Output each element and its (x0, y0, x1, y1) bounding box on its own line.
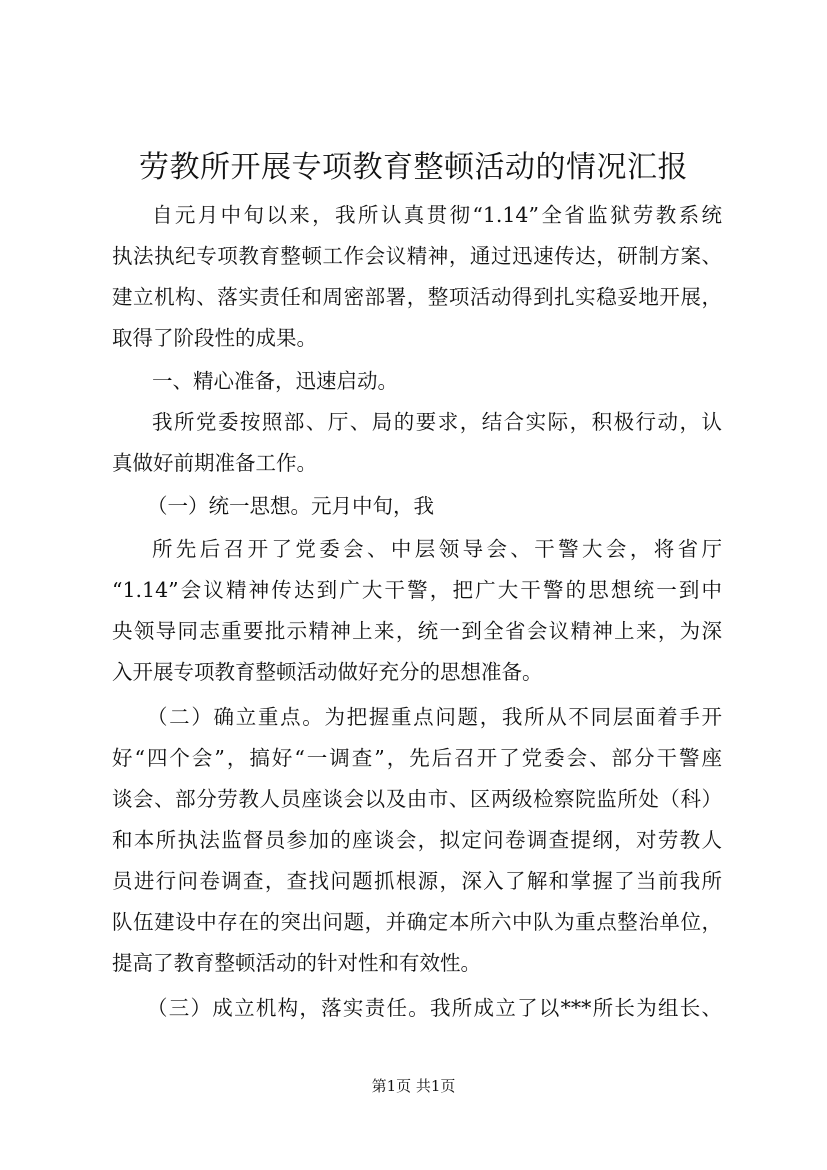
section-heading: 一、精心准备，迅速启动。 (152, 369, 398, 393)
body-line: 建立机构、落实责任和周密部署，整项活动得到扎实稳妥地开展， (112, 285, 722, 309)
body-line: （三）成立机构，落实责任。我所成立了以***所长为组长、 (147, 996, 722, 1020)
body-line: 队伍建设中存在的突出问题，并确定本所六中队为重点整治单位， (112, 910, 722, 934)
body-line: 取得了阶段性的成果。 (112, 326, 317, 350)
page-footer: 第1页 共1页 (371, 1077, 456, 1095)
body-line: 央领导同志重要批示精神上来，统一到全省会议精神上来，为深 (112, 619, 722, 643)
body-line: 执法执纪专项教育整顿工作会议精神，通过迅速传达，研制方案、 (112, 244, 722, 268)
subsection-heading: （一）统一思想。元月中旬，我 (147, 494, 434, 518)
body-line: （二）确立重点。为把握重点问题，我所从不同层面着手开 (147, 705, 722, 729)
body-line: 和本所执法监督员参加的座谈会，拟定问卷调查提纲，对劳教人 (112, 828, 722, 852)
body-line: 员进行问卷调查，查找问题抓根源，深入了解和掌握了当前我所 (112, 869, 722, 893)
body-line: 我所党委按照部、厅、局的要求，结合实际，积极行动，认 (152, 410, 722, 434)
body-line: 入开展专项教育整顿活动做好充分的思想准备。 (112, 660, 543, 684)
body-line: 自元月中旬以来，我所认真贯彻“1.14”全省监狱劳教系统 (152, 203, 722, 227)
body-line: 谈会、部分劳教人员座谈会以及由市、区两级检察院监所处（科） (112, 787, 722, 811)
body-line: 所先后召开了党委会、中层领导会、干警大会，将省厅 (152, 537, 722, 561)
document-title: 劳教所开展专项教育整顿活动的情况汇报 (139, 150, 688, 185)
body-line: 好“四个会”，搞好“一调查”，先后召开了党委会、部分干警座 (112, 746, 722, 770)
body-line: “1.14”会议精神传达到广大干警，把广大干警的思想统一到中 (112, 578, 722, 602)
body-line: 提高了教育整顿活动的针对性和有效性。 (112, 951, 481, 975)
body-line: 真做好前期准备工作。 (112, 451, 317, 475)
